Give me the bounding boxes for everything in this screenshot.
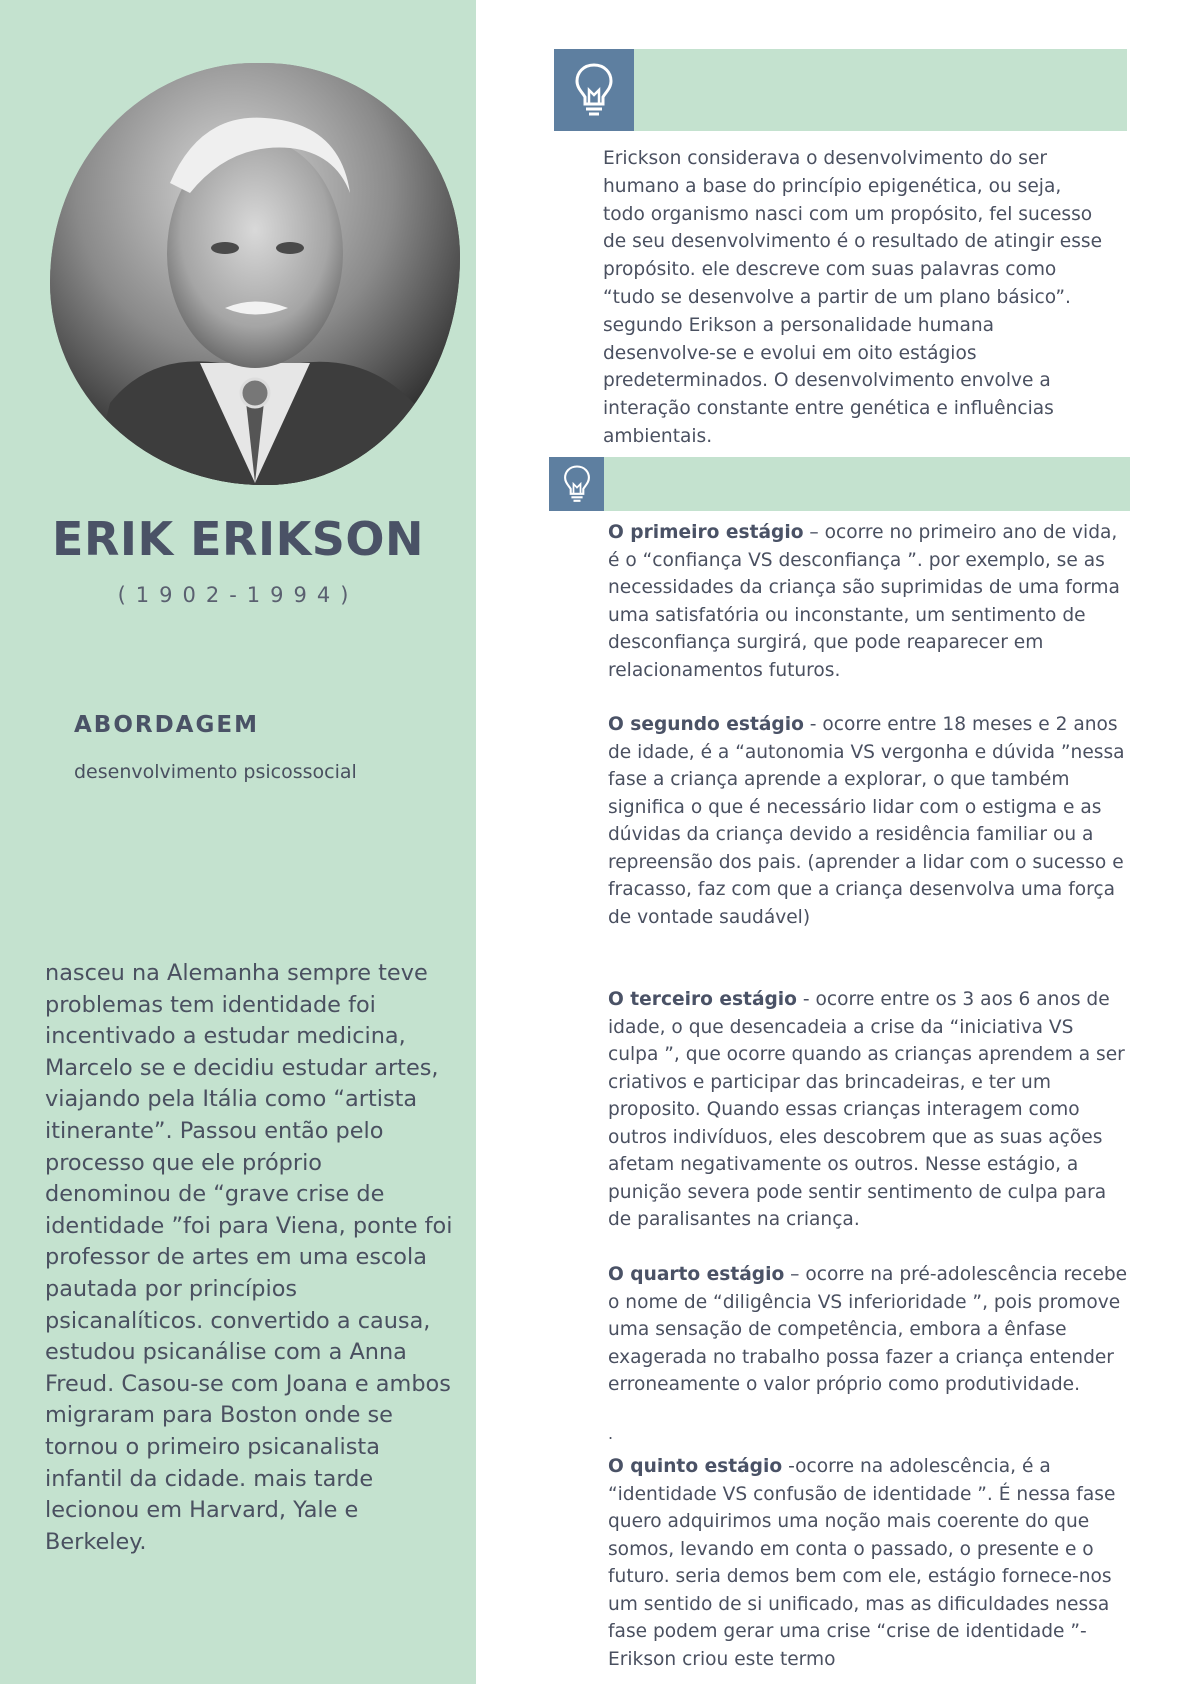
stage-1-paragraph (608, 519, 1128, 684)
intro-text: Erickson considerava o desenvolvimento do ser humano a base do princípio epigenética, ou seja, todo organismo nasci com um propósito, fel sucesso de seu desenvolvimento é o resultado de atingir esse propósito. ele descreve com suas palavras como “tudo se desenvolve a partir de um plano básico”. segundo Erikson a personalidade humana desenvolve-se e evolui em oito estágios predeterminados. O desenvolvimento envolve a interação constante entre genética e influências ambientais. (603, 148, 1103, 447)
stage-1-title: O primeiro estágio (608, 522, 804, 543)
stage-3-paragraph (608, 986, 1128, 1234)
portrait-photo (50, 63, 460, 485)
approach-value: desenvolvimento psicossocial (74, 761, 357, 783)
stage-3-text: - ocorre entre os 3 aos 6 anos de idade, o que desencadeia a crise da “iniciativa VS culpa ”, que ocorre quando as crianças aprendem a ser criativos e participar das brincadeiras, e ter um proposito. Quando essas crianças interagem como outros indivíduos, eles descobrem que as suas ações afetam negativamente os outros. Nesse estágio, a punição severa pode sentir sentimento de culpa para de paralisantes na criança. (608, 989, 1125, 1230)
separator-dot: . (608, 1424, 614, 1443)
lightbulb-icon (574, 62, 614, 118)
stage-2-title: O segundo estágio (608, 714, 804, 735)
stage-5-paragraph (608, 1453, 1128, 1673)
stage-4-title: O quarto estágio (608, 1264, 785, 1285)
life-years: (1902-1994) (117, 583, 359, 607)
approach-heading: ABORDAGEM (74, 712, 259, 738)
stage-3-title: O terceiro estágio (608, 989, 797, 1010)
portrait-illustration (50, 63, 460, 485)
stage-4-paragraph (608, 1261, 1128, 1399)
sidebar (0, 0, 476, 1684)
stage-5-title: O quinto estágio (608, 1456, 783, 1477)
stage-2-text: - ocorre entre 18 meses e 2 anos de idade, é a “autonomia VS vergonha e dúvida ”nessa fase a criança aprende a explorar, o que também significa o que é necessário lidar com o estigma e as dúvidas da criança devido a residência familiar ou a repreensão dos pais. (aprender a lidar com o sucesso e fracasso, faz com que a criança desenvolva uma força de vontade saudável) (608, 714, 1125, 928)
stages-banner (549, 457, 1130, 511)
intro-banner (554, 49, 1127, 131)
stage-5-text: -ocorre na adolescência, é a “identidade VS confusão de identidade ”. É nessa fase quero adquirimos uma noção mais coerente do que somos, levando em conta o passado, o presente e o futuro. seria demos bem com ele, estágio fornece-nos um sentido de si unificado, mas as dificuldades nessa fase podem gerar uma crise “crise de identidade ”- Erikson criou este termo (608, 1456, 1116, 1670)
intro-icon-box (554, 49, 634, 131)
stage-1-text: – ocorre no primeiro ano de vida, é o “confiança VS desconfiança ”. por exemplo, se as necessidades da criança são suprimidas de uma forma uma satisfatória ou inconstante, um sentimento de desconfiança surgirá, que pode reaparecer em relacionamentos futuros. (608, 522, 1120, 681)
biography-text: nasceu na Alemanha sempre teve problemas tem identidade foi incentivado a estudar medicina, Marcelo se e decidiu estudar artes, viajando pela Itália como “artista itinerante”. Passou então pelo processo que ele próprio denominou de “grave crise de identidade ”foi para Viena, ponte foi professor de artes em uma escola pautada por princípios psicanalíticos. convertido a causa, estudou psicanálise com a Anna Freud. Casou-se com Joana e ambos migraram para Boston onde se tornou o primeiro psicanalista infantil da cidade. mais tarde lecionou em Harvard, Yale e Berkeley. (45, 960, 453, 1555)
stages-icon-box (549, 457, 604, 511)
stage-2-paragraph (608, 711, 1128, 931)
lightbulb-icon (563, 464, 591, 504)
person-name: ERIK ERIKSON (52, 512, 424, 566)
stage-4-text: – ocorre na pré-adolescência recebe o nome de “diligência VS inferioridade ”, pois promove uma sensação de competência, embora a ênfase exagerada no trabalho possa fazer a criança entender erroneamente o valor próprio como produtividade. (608, 1264, 1128, 1395)
